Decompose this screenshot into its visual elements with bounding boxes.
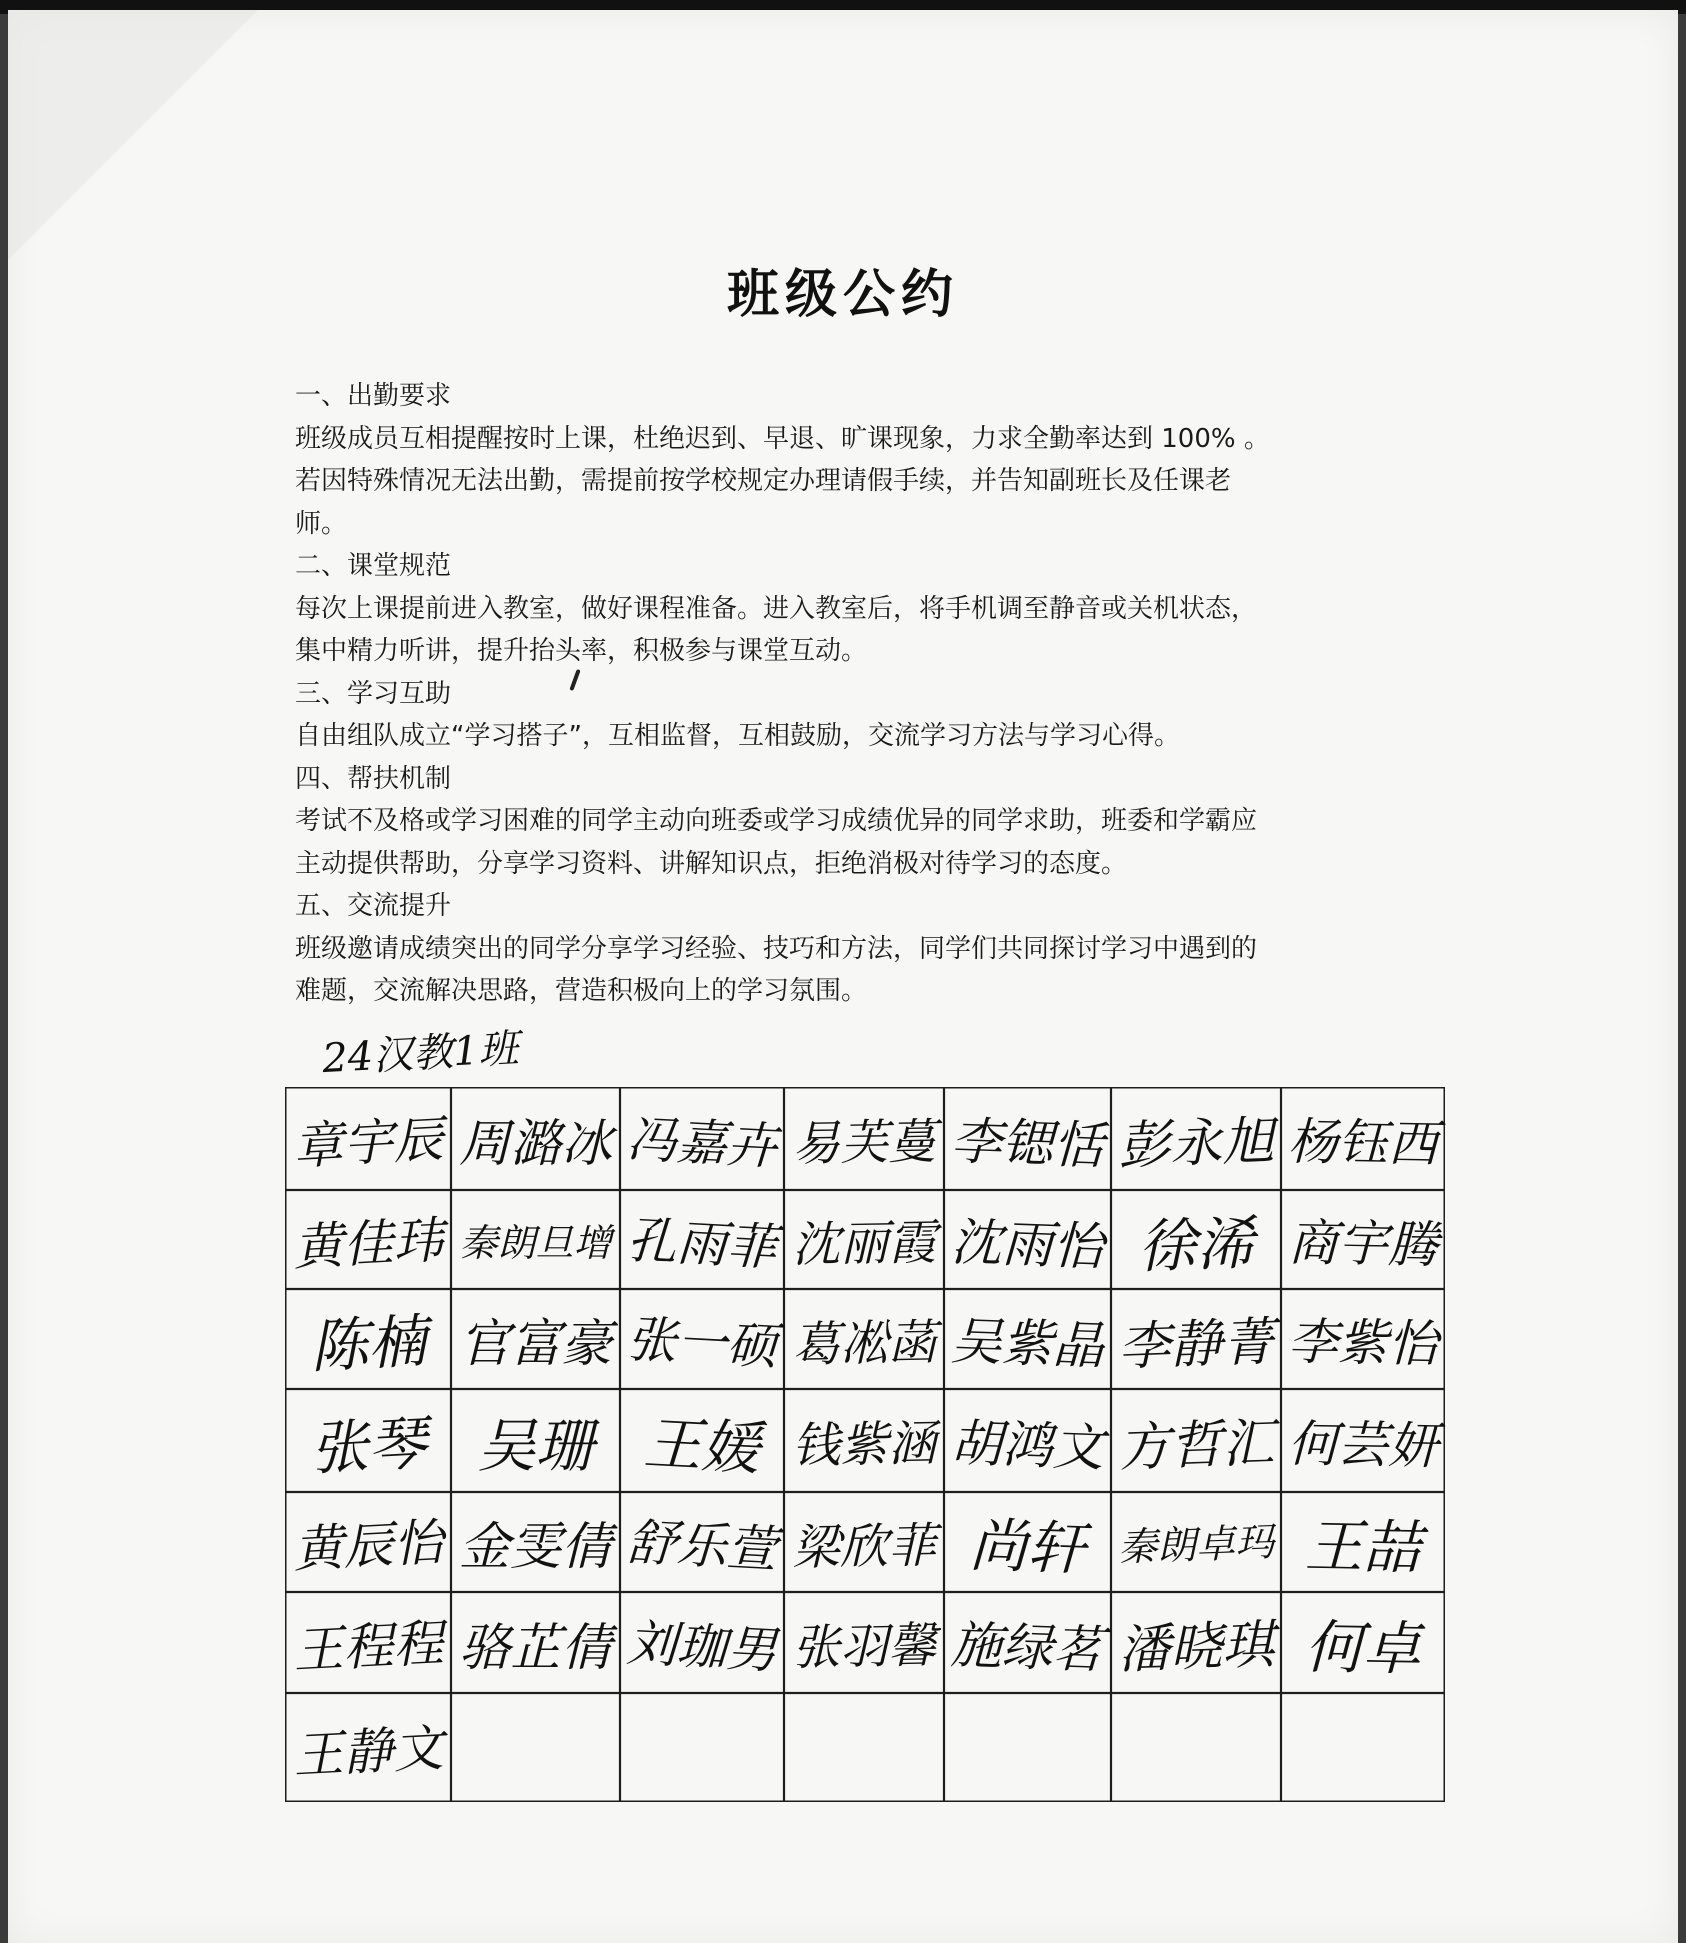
signature-cell: 何卓 [1304, 1612, 1422, 1683]
folded-corner [8, 10, 258, 260]
body-line: 每次上课提前进入教室，做好课程准备。进入教室后，将手机调至静音或关机状态， [295, 593, 1258, 624]
signature-cell: 章宇辰 [291, 1109, 445, 1176]
signature-cell: 王媛 [642, 1408, 762, 1483]
empty-signature-cell [1280, 1692, 1446, 1804]
signature-cell: 秦朗旦增 [459, 1221, 612, 1265]
empty-signature-cell [942, 1690, 1113, 1805]
body-line: 班级成员互相提醒按时上课，杜绝迟到、早退、旷课现象，力求全勤率达到 100% 。 [295, 423, 1270, 454]
signature-cell: 骆芷倩 [458, 1618, 612, 1678]
signature-cell: 张琴 [308, 1408, 428, 1483]
section-heading: 二、课堂规范 [295, 551, 452, 581]
signature-cell: 李锶恬 [949, 1111, 1105, 1177]
signature-cell: 尚轩 [968, 1510, 1087, 1584]
empty-signature-cell [1109, 1690, 1283, 1805]
empty-signature-cell [783, 1692, 945, 1804]
signature-cell: 刘珈男 [625, 1613, 779, 1680]
body-line: 主动提供帮助，分享学习资料、讲解知识点，拒绝消极对待学习的态度。 [295, 848, 1128, 879]
document-body [295, 375, 1425, 1013]
signature-cell: 吴珊 [477, 1411, 594, 1480]
signature-grid [285, 1087, 1445, 1802]
signature-cell: 李静菁 [1117, 1311, 1276, 1378]
body-line: 自由组队成立“学习搭子”，互相监督，互相鼓励，交流学习方法与学习心得。 [295, 721, 1180, 751]
signature-cell: 徐浠 [1137, 1208, 1256, 1281]
empty-signature-cell [617, 1689, 786, 1806]
signature-cell: 杨钰西 [1287, 1112, 1439, 1173]
body-line: 考试不及格或学习困难的同学主动向班委或学习成绩优异的同学求助，班委和学霸应 [295, 806, 1258, 836]
signature-cell: 彭永旭 [1117, 1111, 1276, 1177]
signature-cell: 王静文 [291, 1718, 445, 1785]
signature-cell: 孔雨菲 [625, 1210, 779, 1277]
signature-cell: 施绿茗 [949, 1615, 1105, 1681]
section-heading: 三、学习互助 [295, 678, 452, 709]
signature-cell: 钱紫涵 [791, 1415, 937, 1475]
signature-cell: 冯嘉卉 [625, 1109, 779, 1176]
body-line: 集中精力听讲，提升抬头率，积极参与课堂互动。 [295, 636, 868, 666]
signature-cell: 商宇腾 [1287, 1213, 1439, 1274]
signature-cell: 梁欣菲 [791, 1517, 937, 1576]
signature-cell: 周潞冰 [458, 1114, 612, 1174]
signature-cell: 王程程 [291, 1613, 445, 1680]
section-heading: 五、交流提升 [295, 891, 452, 921]
signature-cell: 吴紫晶 [949, 1312, 1105, 1377]
signature-cell: 李紫怡 [1287, 1312, 1439, 1374]
signature-cell: 陈楠 [308, 1307, 428, 1381]
body-line: 师。 [295, 508, 348, 539]
signature-cell: 方哲汇 [1117, 1413, 1276, 1479]
signature-cell: 何芸妍 [1287, 1414, 1439, 1475]
section-heading: 四、帮扶机制 [295, 763, 452, 794]
signature-cell: 官富豪 [458, 1315, 612, 1374]
body-line: 班级邀请成绩突出的同学分享学习经验、技巧和方法，同学们共同探讨学习中遇到的 [295, 933, 1258, 964]
body-line: 若因特殊情况无法出勤，需提前按学校规定办理请假手续，并告知副班长及任课老 [295, 466, 1232, 496]
document-title: 班级公约 [726, 265, 959, 325]
signature-cell: 潘晓琪 [1117, 1615, 1276, 1681]
signature-table [285, 1087, 1445, 1802]
signature-cell: 张一硕 [625, 1310, 779, 1376]
signature-cell: 易芙蔓 [791, 1113, 937, 1173]
signature-cell: 沈雨怡 [949, 1212, 1105, 1278]
signature-cell: 黄辰怡 [291, 1513, 445, 1579]
signature-cell: 金雯倩 [458, 1518, 612, 1577]
signature-cell: 秦朗卓玛 [1117, 1520, 1275, 1571]
signature-cell: 胡鸿文 [949, 1413, 1105, 1479]
signature-cell: 沈丽霞 [791, 1214, 937, 1274]
signature-cell: 葛凇菡 [791, 1314, 937, 1373]
body-line: 难题，交流解决思路，营造积极向上的学习氛围。 [295, 976, 868, 1006]
section-heading: 一、出勤要求 [295, 381, 452, 411]
class-label: 24汉教1班 [321, 1025, 520, 1083]
signature-cell: 王喆 [1304, 1511, 1422, 1583]
empty-signature-cell [451, 1693, 620, 1802]
signature-cell: 张羽馨 [791, 1617, 937, 1677]
signature-cell: 黄佳玮 [291, 1210, 445, 1277]
signature-cell: 舒乐萱 [625, 1513, 779, 1579]
